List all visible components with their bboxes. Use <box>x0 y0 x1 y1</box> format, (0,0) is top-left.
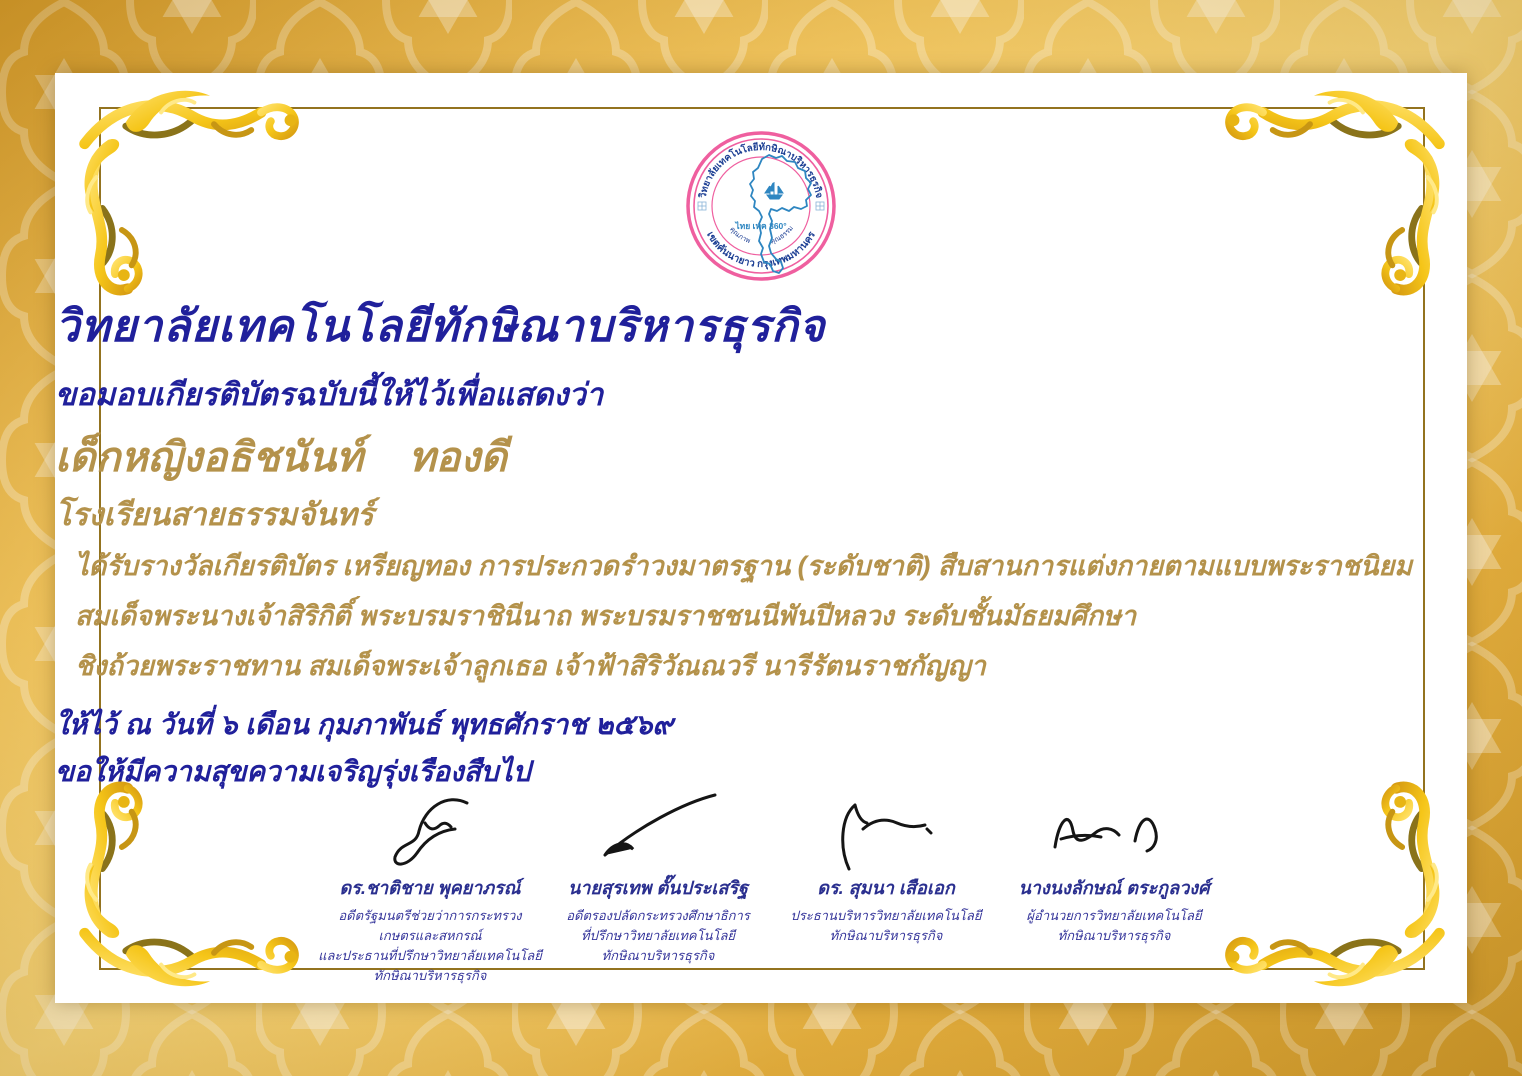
signatory-name: นางนงลักษณ์ ตระกูลวงศ์ <box>1018 878 1210 898</box>
role-line: ผู้อำนวยการวิทยาลัยเทคโนโลยี <box>1026 908 1202 923</box>
seal-bottom-arc-text: เขตคันนายาว กรุงเทพมหานคร <box>704 229 818 271</box>
blessing-line: ขอให้มีความสุขความเจริญรุ่งเรืองสืบไป <box>55 756 531 787</box>
school-seal-logo <box>686 131 836 281</box>
award-description-line-1: ได้รับรางวัลเกียรติบัตร เหรียญทอง การประกวดรำวงมาตรฐาน (ระดับชาติ) สืบสานการแต่งกายตามแบบพระราชนิยม <box>75 551 1413 581</box>
signatory-name: ดร.ชาติชาย พุคยาภรณ์ <box>339 878 521 898</box>
award-statement: ขอมอบเกียรติบัตรฉบับนี้ให้ไว้เพื่อแสดงว่า <box>55 377 604 412</box>
signature-scribble-1 <box>355 789 505 871</box>
role-line: ทักษิณาบริหารธุรกิจ <box>829 928 943 943</box>
role-line: และประธานที่ปรึกษาวิทยาลัยเทคโนโลยี <box>318 948 542 963</box>
signatory-name: นายสุรเทพ ตั๊นประเสริฐ <box>568 878 748 898</box>
issue-date: ให้ไว้ ณ วันที่ ๖ เดือน กุมภาพันธ์ พุทธศักราช ๒๕๖๙ <box>55 709 673 740</box>
role-line: ที่ปรึกษาวิทยาลัยเทคโนโลยี <box>580 928 736 943</box>
recipient-name: เด็กหญิงอธิชนันท์ ทองดี <box>55 434 507 480</box>
award-description <box>75 541 1447 691</box>
role-line: เกษตรและสหกรณ์ <box>378 928 482 943</box>
signatory-role <box>545 906 771 966</box>
signature-block-4 <box>1001 789 1227 986</box>
college-title: วิทยาลัยเทคโนโลยีทักษิณาบริหารธุรกิจ <box>55 302 826 351</box>
seal-top-arc-text: วิทยาลัยเทคโนโลยีทักษิณาบริหารธุรกิจ <box>697 141 825 199</box>
signature-block-3 <box>773 789 999 986</box>
signature-scribble-2 <box>583 789 733 871</box>
signatory-name: ดร. สุมนา เสือเอก <box>817 878 955 898</box>
signature-row <box>317 789 1227 986</box>
seal-center-text: ไทย เทค 360° <box>735 221 787 231</box>
signature-block-2 <box>545 789 771 986</box>
certificate-paper <box>55 73 1467 1003</box>
role-line: ทักษิณาบริหารธุรกิจ <box>601 948 715 963</box>
award-description-line-2: สมเด็จพระนางเจ้าสิริกิติ์ พระบรมราชินีนาถ พระบรมราชชนนีพันปีหลวง ระดับชั้นมัธยมศึกษา <box>75 601 1137 631</box>
signature-scribble-3 <box>811 789 961 871</box>
award-description-line-3: ชิงถ้วยพระราชทาน สมเด็จพระเจ้าลูกเธอ เจ้าฟ้าสิริวัณณวรี นารีรัตนราชกัญญา <box>75 651 986 681</box>
role-line: อดีตรองปลัดกระทรวงศึกษาธิการ <box>566 908 750 923</box>
signatory-role <box>773 906 999 946</box>
signature-block-1 <box>317 789 543 986</box>
school-name: โรงเรียนสายธรรมจันทร์ <box>55 497 374 532</box>
signatory-role <box>317 906 543 986</box>
signature-scribble-4 <box>1039 789 1189 871</box>
seal-virtue-text: คุณธรรม <box>769 224 795 246</box>
role-line: ประธานบริหารวิทยาลัยเทคโนโลยี <box>790 908 982 923</box>
role-line: อดีตรัฐมนตรีช่วยว่าการกระทรวง <box>338 908 522 923</box>
role-line: ทักษิณาบริหารธุรกิจ <box>373 968 487 983</box>
seal-quality-text: คุณภาพ <box>728 226 752 246</box>
role-line: ทักษิณาบริหารธุรกิจ <box>1057 928 1171 943</box>
signatory-role <box>1001 906 1227 946</box>
